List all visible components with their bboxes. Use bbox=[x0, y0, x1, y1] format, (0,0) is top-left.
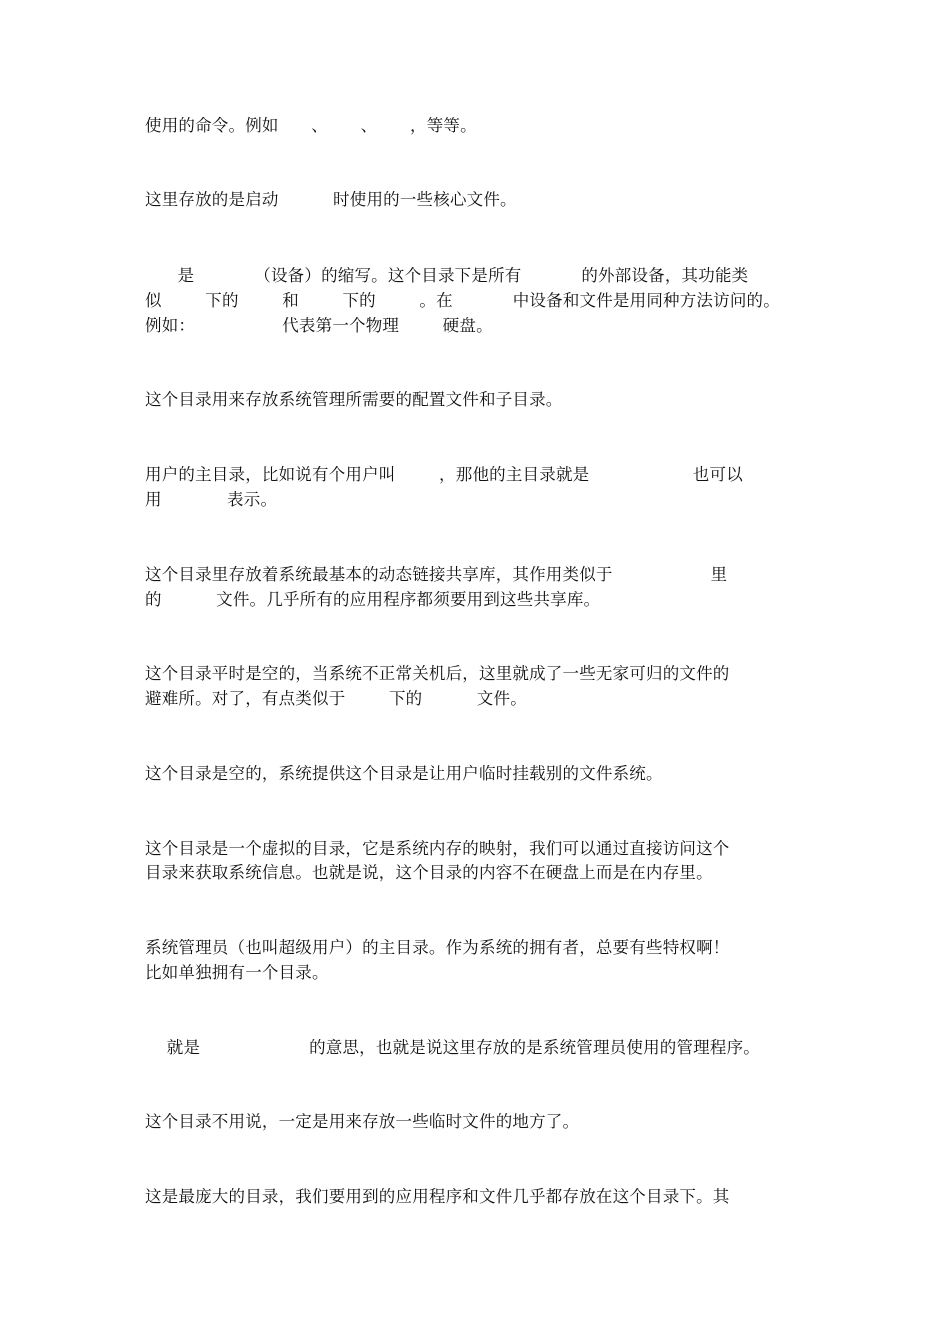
text-line: 就是 的意思，也就是说这里存放的是系统管理员使用的管理程序。 bbox=[145, 1038, 760, 1057]
text-line: 这个目录用来存放系统管理所需要的配置文件和子目录。 bbox=[145, 390, 563, 409]
text-line: 似 下的 和 下的 。在 中设备和文件是用同种方法访问的。 bbox=[145, 291, 780, 310]
text-line: 比如单独拥有一个目录。 bbox=[145, 963, 329, 982]
text-line: 这是最庞大的目录，我们要用到的应用程序和文件几乎都存放在这个目录下。其 bbox=[145, 1187, 730, 1206]
text-line: 避难所。对了，有点类似于 下的 文件。 bbox=[145, 689, 527, 708]
text-line: 例如： 代表第一个物理 硬盘。 bbox=[145, 316, 493, 335]
text-line: 使用的命令。例如 、 、 ，等等。 bbox=[145, 116, 477, 135]
text-line: 这个目录里存放着系统最基本的动态链接共享库，其作用类似于 里 bbox=[145, 565, 728, 584]
text-line: 系统管理员（也叫超级用户）的主目录。作为系统的拥有者，总要有些特权啊！ bbox=[145, 938, 730, 957]
text-line: 这里存放的是启动 时使用的一些核心文件。 bbox=[145, 190, 517, 209]
text-line: 目录来获取系统信息。也就是说，这个目录的内容不在硬盘上而是在内存里。 bbox=[145, 863, 713, 882]
text-line: 这个目录不用说，一定是用来存放一些临时文件的地方了。 bbox=[145, 1112, 580, 1131]
text-line: 用 表示。 bbox=[145, 490, 278, 509]
text-line: 这个目录平时是空的，当系统不正常关机后，这里就成了一些无家可归的文件的 bbox=[145, 664, 730, 683]
text-line: 是 （设备）的缩写。这个目录下是所有 的外部设备，其功能类 bbox=[145, 266, 749, 285]
text-line: 这个目录是一个虚拟的目录，它是系统内存的映射，我们可以通过直接访问这个 bbox=[145, 839, 730, 858]
text-line: 用户的主目录，比如说有个用户叫 ，那他的主目录就是 也可以 bbox=[145, 465, 743, 484]
text-line: 的 文件。几乎所有的应用程序都须要用到这些共享库。 bbox=[145, 590, 601, 609]
text-line: 这个目录是空的，系统提供这个目录是让用户临时挂载别的文件系统。 bbox=[145, 764, 663, 783]
